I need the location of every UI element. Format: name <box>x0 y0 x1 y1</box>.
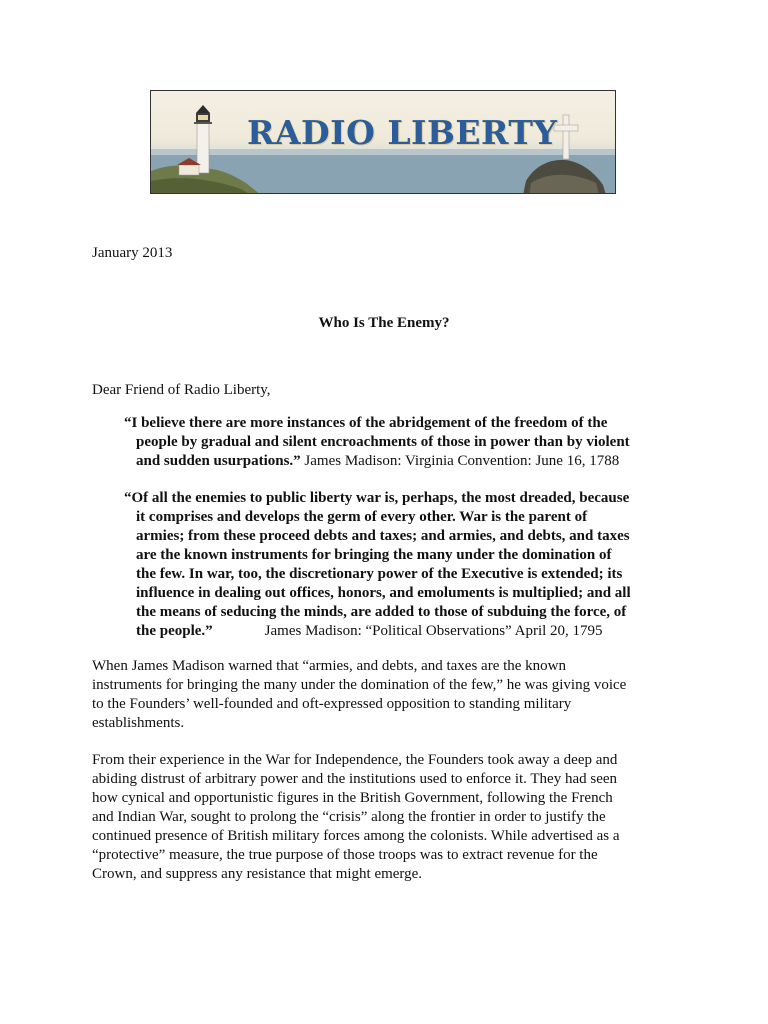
quote-attribution: James Madison: Virginia Convention: June 16, 1788 <box>304 453 620 469</box>
quote-line: the people.” <box>136 623 213 639</box>
quote-line: are the known instruments for bringing the many under the domination of <box>136 547 612 563</box>
paragraph-line: When James Madison warned that “armies, and debts, and taxes are the known <box>92 658 567 674</box>
paragraph-line: “protective” measure, the true purpose of those troops was to extract revenue for the <box>92 847 598 863</box>
letter-date: January 2013 <box>92 245 173 261</box>
letter-salutation: Dear Friend of Radio Liberty, <box>92 382 271 398</box>
body-paragraph-2 <box>92 751 620 884</box>
paragraph-line: abiding distrust of arbitrary power and the institutions used to enforce it. They had seen <box>92 771 618 787</box>
quote-line: armies; from these proceed debts and taxes; and armies, and debts, and taxes <box>136 528 630 544</box>
quote-line: it comprises and develops the germ of every other. War is the parent of <box>136 509 588 525</box>
lighthouse-icon <box>177 105 212 175</box>
quote-line: and sudden usurpations.” <box>136 453 301 469</box>
quote-line: “I believe there are more instances of the abridgement of the freedom of the <box>124 415 608 431</box>
paragraph-line: and Indian War, sought to prolong the “crisis” along the frontier in order to justify the <box>92 809 606 825</box>
quote-line: the means of seducing the minds, are added to those of subduing the force, of <box>136 604 627 620</box>
paragraph-line: Crown, and suppress any resistance that might emerge. <box>92 866 423 882</box>
paragraph-line: establishments. <box>92 715 185 731</box>
madison-quote-1 <box>124 414 684 471</box>
quote-attribution: James Madison: “Political Observations” April 20, 1795 <box>264 623 603 639</box>
madison-quote-2 <box>124 489 684 641</box>
paragraph-line: From their experience in the War for Independence, the Founders took away a deep and <box>92 752 618 768</box>
body-paragraph-1 <box>92 657 626 733</box>
paragraph-line: continued presence of British military forces among the colonists. While advertised as a <box>92 828 620 844</box>
banner-title: RADIO LIBERTY <box>247 113 558 152</box>
paragraph-line: how cynical and opportunistic figures in the British Government, following the French <box>92 790 613 806</box>
quote-line: the few. In war, too, the discretionary power of the Executive is extended; its <box>136 566 623 582</box>
quote-line: “Of all the enemies to public liberty war is, perhaps, the most dreaded, because <box>124 490 630 506</box>
quote-line: influence in dealing out offices, honors, and emoluments is multiplied; and all <box>136 585 631 601</box>
letter-heading: Who Is The Enemy? <box>318 315 450 331</box>
paragraph-line: to the Founders’ well-founded and oft-expressed opposition to standing military <box>92 696 572 712</box>
radio-liberty-banner <box>150 90 616 194</box>
quote-line: people by gradual and silent encroachments of those in power than by violent <box>136 434 630 450</box>
paragraph-line: instruments for bringing the many under the domination of the few,” he was giving voice <box>92 677 627 693</box>
